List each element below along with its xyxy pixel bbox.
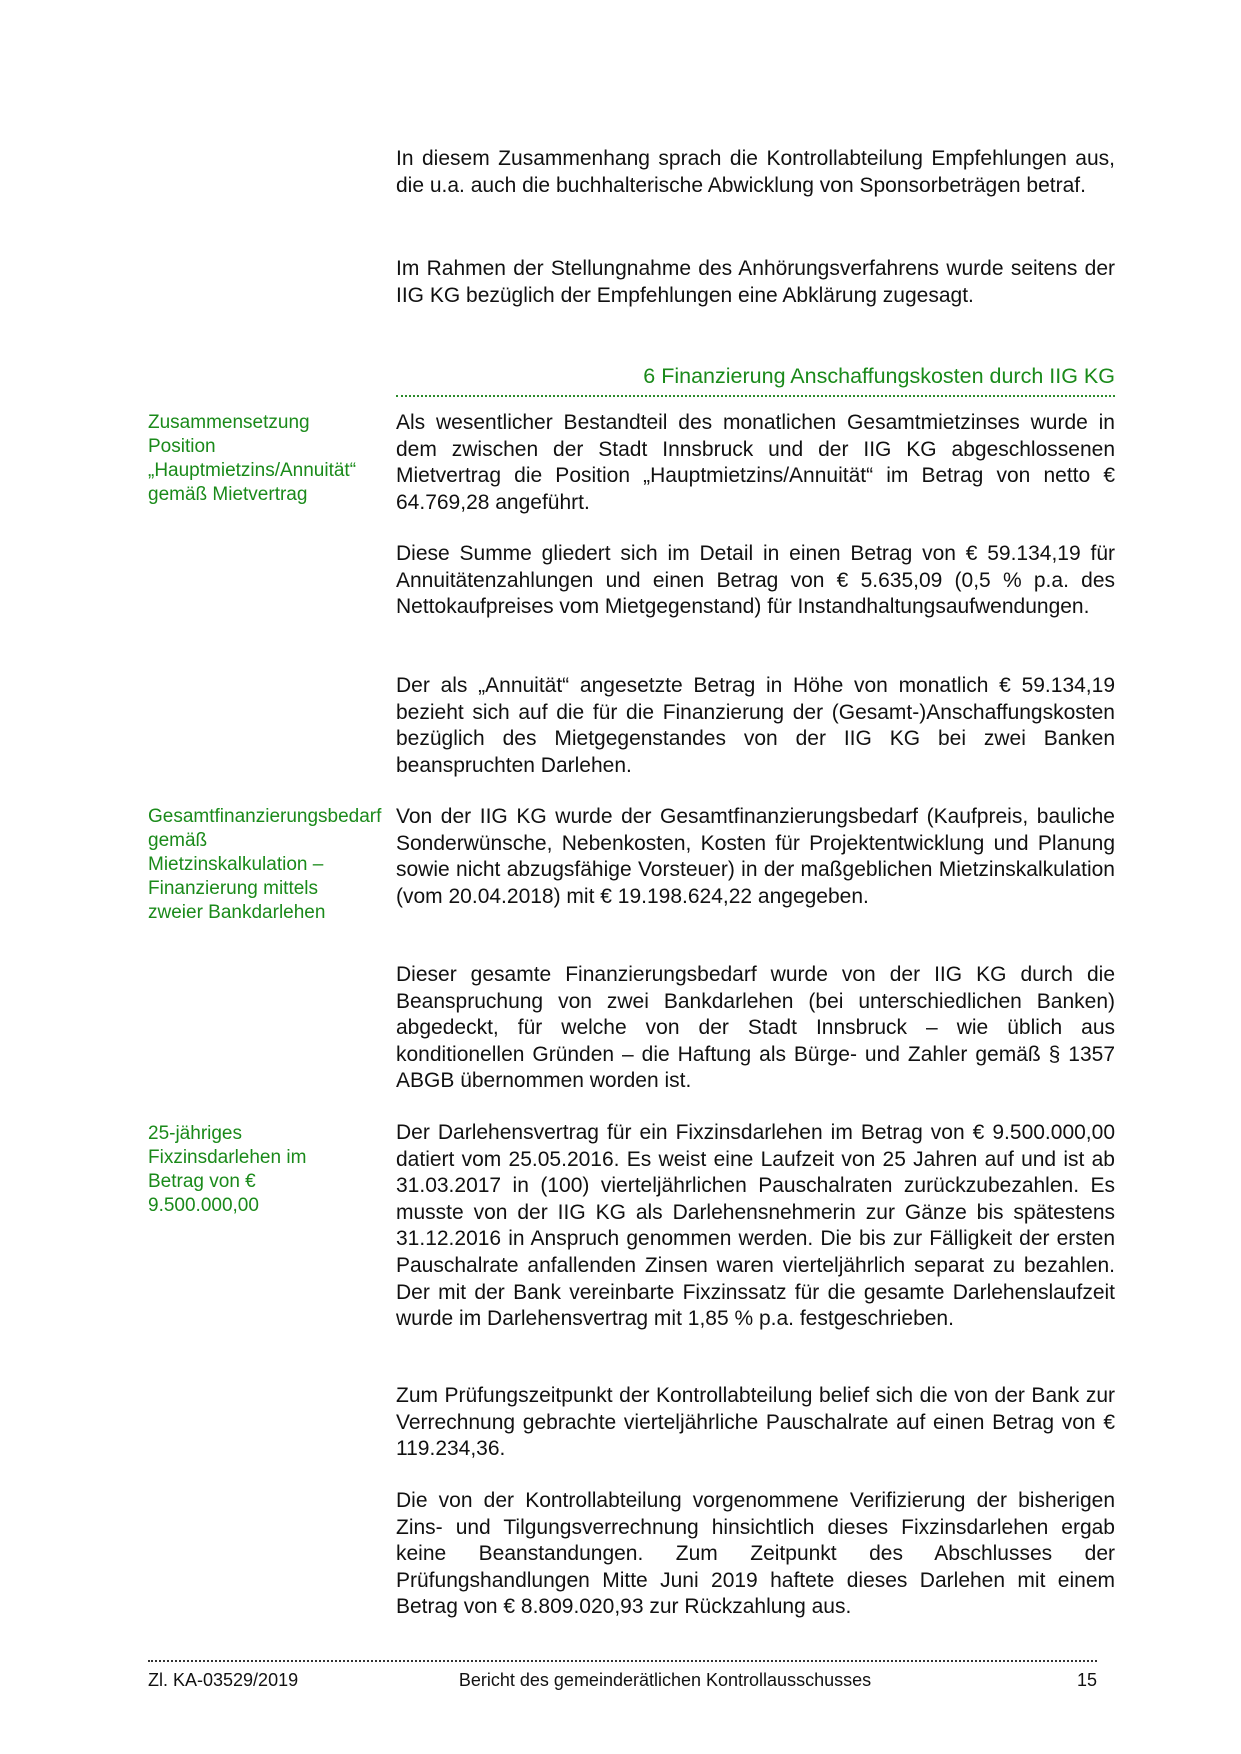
body-paragraph-5: Der als „Annuität“ angesetzte Betrag in Höhe von monatlich € 59.134,19 bezieht sich auf die für die Finanzierung der (Gesamt-)Anschaffungskosten bezüglich des Mietgegenstandes von der IIG KG bei zwei Banken beanspruchten Darlehen. [396,674,1115,777]
footer-rule [148,1660,1097,1662]
body-paragraph-7: Dieser gesamte Finanzierungsbedarf wurde von der IIG KG durch die Beanspruchung von zwei Bankdarlehen (bei unterschiedlichen Banken) abgedeckt, für welche von der Stadt Innsbruck – wie üblich aus konditionellen Gründen – die Haftung als Bürge- und Zahler gemäß § 1357 ABGB übernommen worden ist. [396,963,1115,1093]
section-heading: 6 Finanzierung Anschaffungskosten durch IIG KG [643,364,1115,388]
margin-note-2: Gesamtfinanzierungsbedarf gemäß Mietzinskalkulation – Finanzierung mittels zweier Bankdarlehen [148,806,382,923]
page-number: 15 [1076,1670,1097,1690]
margin-note-1: Zusammensetzung Position „Hauptmietzins/Annuität“ gemäß Mietvertrag [148,412,357,505]
body-paragraph-6: Von der IIG KG wurde der Gesamtfinanzierungsbedarf (Kaufpreis, bauliche Sonderwünsche, Nebenkosten, Kosten für Projektentwicklung und Planung sowie nicht abzugsfähige Vorsteuer) in der maßgeblichen Mietzinskalkulation (vom 20.04.2018) mit € 19.198.624,22 angegeben. [396,805,1115,908]
body-paragraph-1: In diesem Zusammenhang sprach die Kontrollabteilung Empfehlungen aus, die u.a. auch die buchhalterische Abwicklung von Sponsorbeträgen betraf. [396,147,1115,197]
body-paragraph-4: Diese Summe gliedert sich im Detail in einen Betrag von € 59.134,19 für Annuitätenzahlungen und einen Betrag von € 5.635,09 (0,5 % p.a. des Nettokaufpreises vom Mietgegenstand) für Instandhaltungsaufwendungen. [396,542,1115,619]
body-paragraph-2: Im Rahmen der Stellungnahme des Anhörungsverfahrens wurde seitens der IIG KG bezüglich der Empfehlungen eine Abklärung zugesagt. [396,257,1115,307]
section-heading-rule [396,395,1115,397]
margin-note-3: 25-jähriges Fixzinsdarlehen im Betrag von € 9.500.000,00 [148,1123,307,1216]
body-paragraph-3: Als wesentlicher Bestandteil des monatlichen Gesamtmietzinses wurde in dem zwischen der Stadt Innsbruck und der IIG KG abgeschlossenen Mietvertrag die Position „Hauptmietzins/Annuität“ im Betrag von netto € 64.769,28 angeführt. [396,411,1115,514]
body-paragraph-8: Der Darlehensvertrag für ein Fixzinsdarlehen im Betrag von € 9.500.000,00 datiert vom 25.05.2016. Es weist eine Laufzeit von 25 Jahren auf und ist ab 31.03.2017 in (100) vierteljährlichen Pauschalraten zurückzubezahlen. Es musste von der IIG KG als Darlehensnehmerin zur Gänze bis spätestens 31.12.2016 in Anspruch genommen werden. Die bis zur Fälligkeit der ersten Pauschalrate anfallenden Zinsen waren vierteljährlich separat zu bezahlen. Der mit der Bank vereinbarte Fixzinssatz für die gesamte Darlehenslaufzeit wurde im Darlehensvertrag mit 1,85 % p.a. festgeschrieben. [396,1121,1115,1331]
footer-reference: Zl. KA-03529/2019 [148,1670,299,1690]
body-paragraph-9: Zum Prüfungszeitpunkt der Kontrollabteilung belief sich die von der Bank zur Verrechnung gebrachte vierteljährliche Pauschalrate auf einen Betrag von € 119.234,36. [396,1384,1115,1461]
body-paragraph-10: Die von der Kontrollabteilung vorgenommene Verifizierung der bisherigen Zins- und Tilgungsverrechnung hinsichtlich dieses Fixzinsdarlehen ergab keine Beanstandungen. Zum Zeitpunkt des Abschlusses der Prüfungshandlungen Mitte Juni 2019 haftete dieses Darlehen mit einem Betrag von € 8.809.020,93 zur Rückzahlung aus. [396,1489,1115,1619]
footer-title: Bericht des gemeinderätlichen Kontrollausschusses [458,1670,872,1690]
